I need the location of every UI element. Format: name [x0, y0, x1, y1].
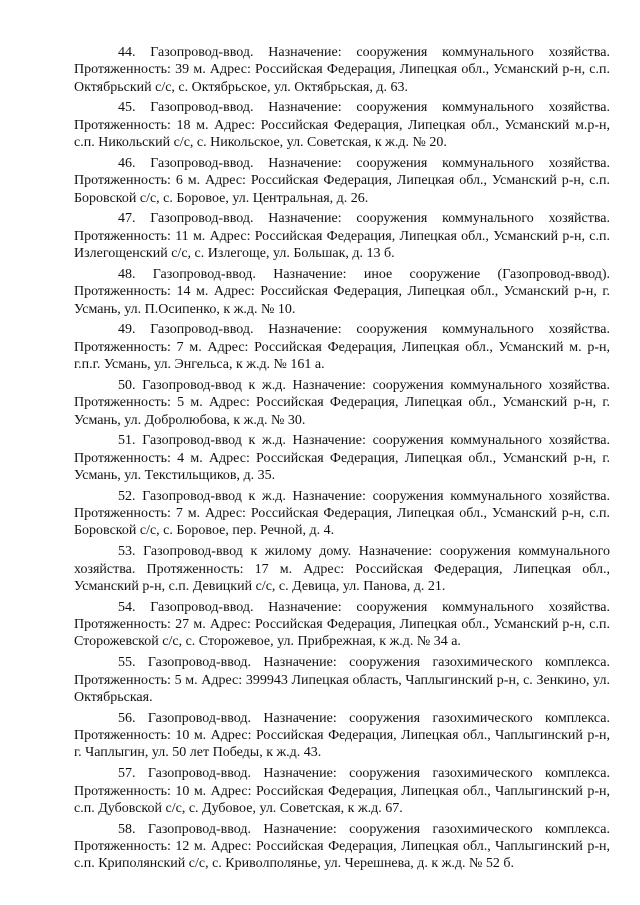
list-item-45: 45. Газопровод-ввод. Назначение: сооружения коммунального хозяйства. Протяженность: 18 м. Адрес: Российская Федерация, Липецкая обл., Усманский м.р-н, с.п. Никольский с/с, с. Никольское, ул. Советская, к ж.д. № 20.: [74, 100, 610, 151]
list-item-58: 58. Газопровод-ввод. Назначение: сооружения газохимического комплекса. Протяженность: 12 м. Адрес: Российская Федерация, Липецкая обл., Чаплыгинский р-н, с.п. Криполянский с/с, с. Криволполянье, ул. Черешнева, д. к ж.д. № 52 б.: [74, 821, 610, 872]
list-item-57: 57. Газопровод-ввод. Назначение: сооружения газохимического комплекса. Протяженность: 10 м. Адрес: Российская Федерация, Липецкая обл., Чаплыгинский р-н, с.п. Дубовской с/с, с. Дубовое, ул. Советская, к ж.д. 67.: [74, 766, 610, 816]
list-item-55: 55. Газопровод-ввод. Назначение: сооружения газохимического комплекса. Протяженность: 5 м. Адрес: 399943 Липецкая область, Чаплыгинский р-н, с. Зенкино, ул. Октябрьская.: [74, 655, 610, 705]
list-item-47: 47. Газопровод-ввод. Назначение: сооружения коммунального хозяйства. Протяженность: 11 м. Адрес: Российская Федерация, Липецкая обл., Усманский р-н, с.п. Излегощенский с/с, с. Излегоще, ул. Большак, д. 13 б.: [74, 211, 610, 262]
list-item-50: 50. Газопровод-ввод к ж.д. Назначение: сооружения коммунального хозяйства. Протяженность: 5 м. Адрес: Российская Федерация, Липецкая обл., Усманский р-н, г. Усмань, ул. Добролюбова, к ж.д. № 30.: [74, 377, 610, 428]
list-item-54: 54. Газопровод-ввод. Назначение: сооружения коммунального хозяйства. Протяженность: 27 м. Адрес: Российская Федерация, Липецкая обл., Усманский р-н, с.п. Сторожевской с/с, с. Сторожевое, ул. Прибрежная, к ж.д. № 34 а.: [74, 599, 610, 650]
list-item-48: 48. Газопровод-ввод. Назначение: иное сооружение (Газопровод-ввод). Протяженность: 14 м. Адрес: Российская Федерация, Липецкая обл., Усманский р-н, г. Усмань, ул. П.Осипенко, к ж.д. № 10.: [74, 266, 610, 317]
list-item-46: 46. Газопровод-ввод. Назначение: сооружения коммунального хозяйства. Протяженность: 6 м. Адрес: Российская Федерация, Липецкая обл., Усманский р-н, с.п. Боровской с/с, с. Боровое, ул. Центральная, д. 26.: [74, 155, 610, 206]
list-item-51: 51. Газопровод-ввод к ж.д. Назначение: сооружения коммунального хозяйства. Протяженность: 4 м. Адрес: Российская Федерация, Липецкая обл., Усманский р-н, г. Усмань, ул. Текстильщиков, д. 35.: [74, 433, 610, 483]
list-item-56: 56. Газопровод-ввод. Назначение: сооружения газохимического комплекса. Протяженность: 10 м. Адрес: Российская Федерация, Липецкая обл., Чаплыгинский р-н, г. Чаплыгин, ул. 50 лет Победы, к ж.д. 43.: [74, 710, 610, 761]
list-item-44: 44. Газопровод-ввод. Назначение: сооружения коммунального хозяйства. Протяженность: 39 м. Адрес: Российская Федерация, Липецкая обл., Усманский р-н, с.п. Октябрьский с/с, с. Октябрьское, ул. Октябрьская, д. 63.: [74, 45, 610, 95]
list-item-49: 49. Газопровод-ввод. Назначение: сооружения коммунального хозяйства. Протяженность: 7 м. Адрес: Российская Федерация, Липецкая обл., Усманский м. р-н, г.п.г. Усмань, ул. Энгельса, к ж.д. № 161 а.: [74, 322, 610, 373]
list-item-53: 53. Газопровод-ввод к жилому дому. Назначение: сооружения коммунального хозяйства. Протяженность: 17 м. Адрес: Российская Федерация, Липецкая обл., Усманский р-н, с.п. Девицкий с/с, с. Девица, ул. Панова, д. 21.: [74, 544, 610, 594]
list-item-52: 52. Газопровод-ввод к ж.д. Назначение: сооружения коммунального хозяйства. Протяженность: 7 м. Адрес: Российская Федерация, Липецкая обл., Усманский р-н, с.п. Боровской с/с, с. Боровое, пер. Речной, д. 4.: [74, 488, 610, 539]
document-page: [74, 44, 610, 876]
